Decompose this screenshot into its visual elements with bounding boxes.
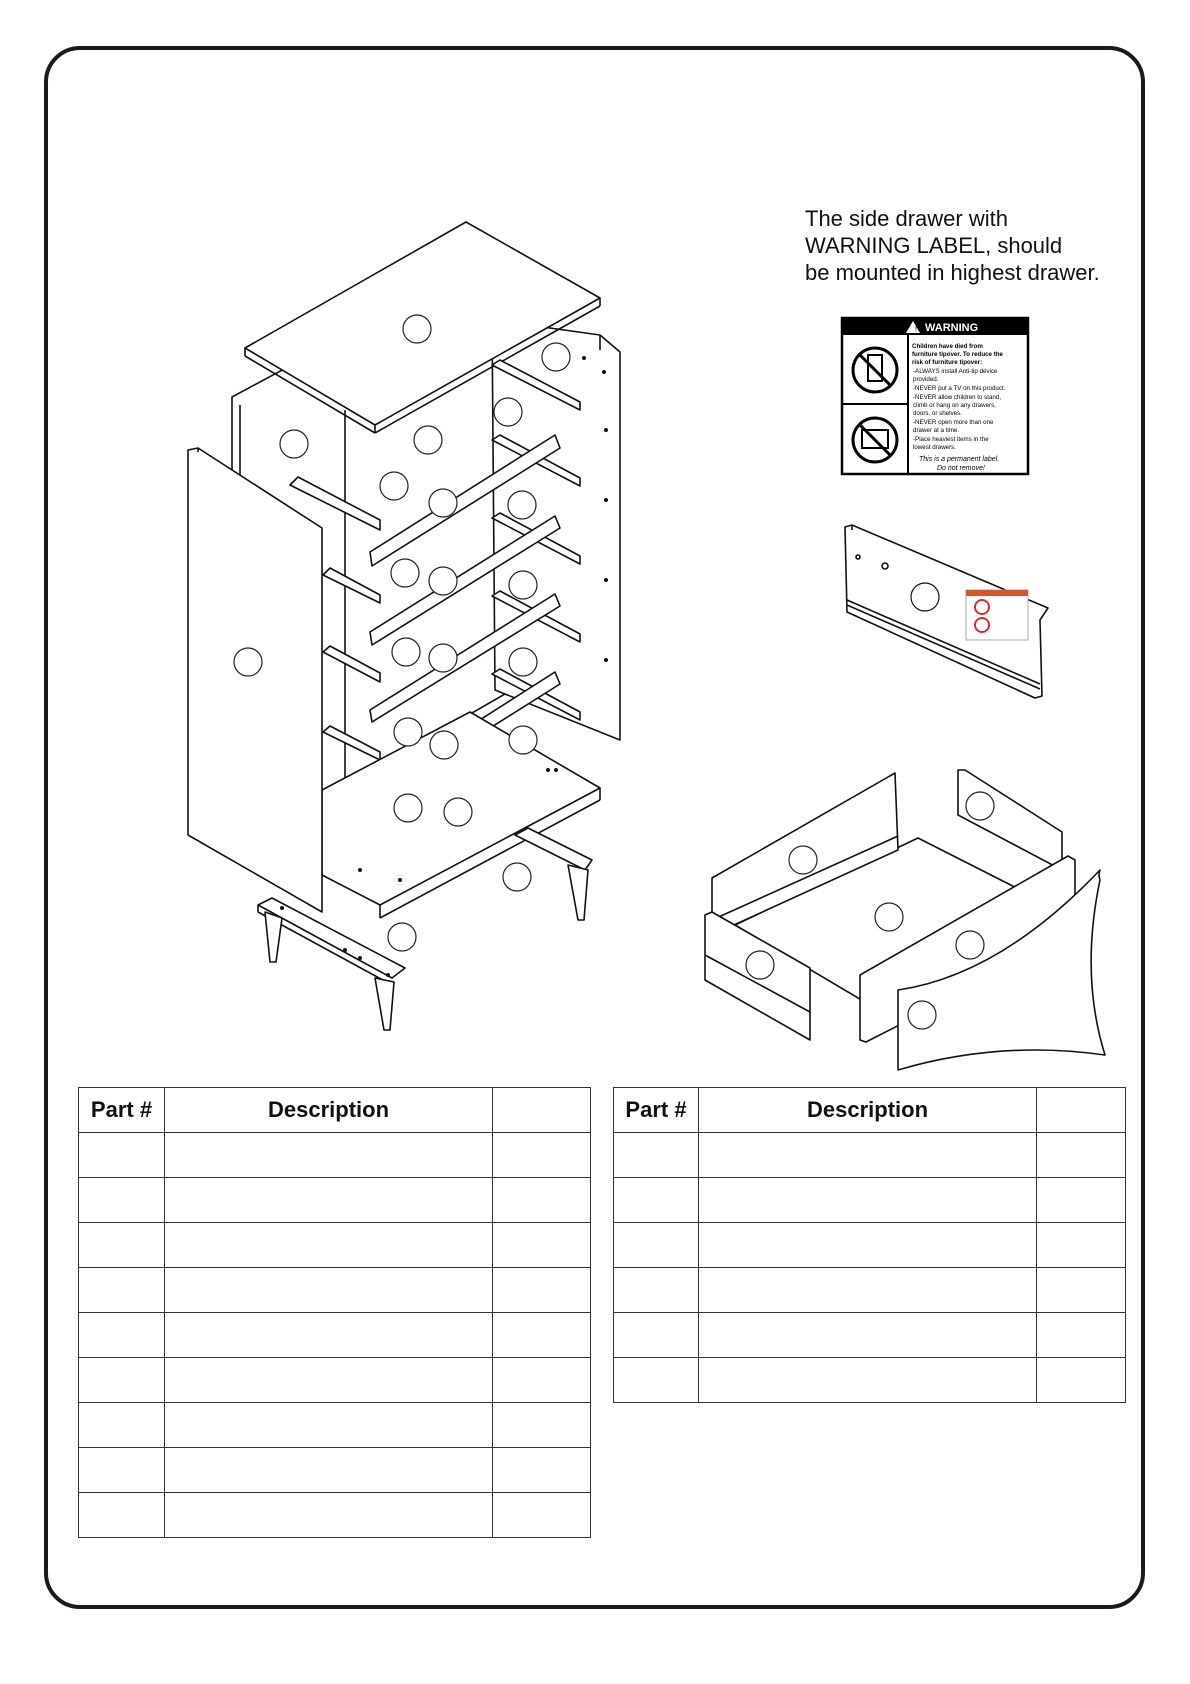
warning-note-line-2: WARNING LABEL, should <box>805 233 1063 258</box>
table-row <box>79 1268 591 1313</box>
col-part: Part # <box>79 1088 165 1133</box>
leg-rail <box>515 828 592 870</box>
table-row <box>614 1133 1126 1178</box>
warning-item-4: -NEVER allow children to stand, <box>913 394 1002 401</box>
col-description: Description <box>699 1088 1037 1133</box>
warning-note-line-3: be mounted in highest drawer. <box>805 260 1100 285</box>
warning-item-8: drawer at a time. <box>913 427 960 434</box>
table-row <box>614 1268 1126 1313</box>
left-side-panel <box>188 448 322 912</box>
warning-item-7: -NEVER open more than one <box>913 419 994 426</box>
col-qty <box>493 1088 591 1133</box>
table-row <box>79 1313 591 1358</box>
warning-footer-1: This is a permanent label. <box>919 456 1000 463</box>
table-row <box>614 1313 1126 1358</box>
warning-lead-3: risk of furniture tipover: <box>912 359 983 366</box>
col-description: Description <box>165 1088 493 1133</box>
col-part: Part # <box>614 1088 699 1133</box>
warning-item-6: doors, or shelves. <box>913 410 962 417</box>
warning-item-9: -Place heaviest items in the <box>913 436 989 443</box>
warning-lead-1: Children have died from <box>912 343 983 350</box>
table-row <box>79 1448 591 1493</box>
table-row <box>79 1133 591 1178</box>
drawer-assembly <box>705 770 1105 1070</box>
table-row <box>614 1178 1126 1223</box>
table-row <box>79 1358 591 1403</box>
warning-footer-2: Do not remove! <box>937 465 985 472</box>
warning-item-10: lowest drawers. <box>913 444 956 451</box>
warning-lead-2: furniture tipover. To reduce the <box>912 351 1003 358</box>
warning-item-2: provided. <box>913 376 939 383</box>
table-row <box>79 1178 591 1223</box>
parts-table-left <box>78 1087 591 1538</box>
warning-item-3: -NEVER put a TV on this product. <box>913 385 1006 392</box>
table-row <box>79 1403 591 1448</box>
warning-label-title: WARNING <box>925 322 979 334</box>
warning-item-1: -ALWAYS install Anti-tip device <box>913 368 998 375</box>
table-row <box>79 1493 591 1538</box>
svg-text:!: ! <box>914 325 918 334</box>
col-qty <box>1037 1088 1126 1133</box>
table-row <box>614 1358 1126 1403</box>
warning-note-line-1: The side drawer with <box>805 206 1008 231</box>
warning-label <box>842 318 1028 474</box>
table-row <box>614 1223 1126 1268</box>
drawer-right-side <box>958 770 1062 870</box>
warning-item-5: climb or hang on any drawers, <box>913 402 996 409</box>
parts-table-right <box>613 1087 1126 1403</box>
table-row <box>79 1223 591 1268</box>
drawer-side-with-label <box>845 525 1048 698</box>
